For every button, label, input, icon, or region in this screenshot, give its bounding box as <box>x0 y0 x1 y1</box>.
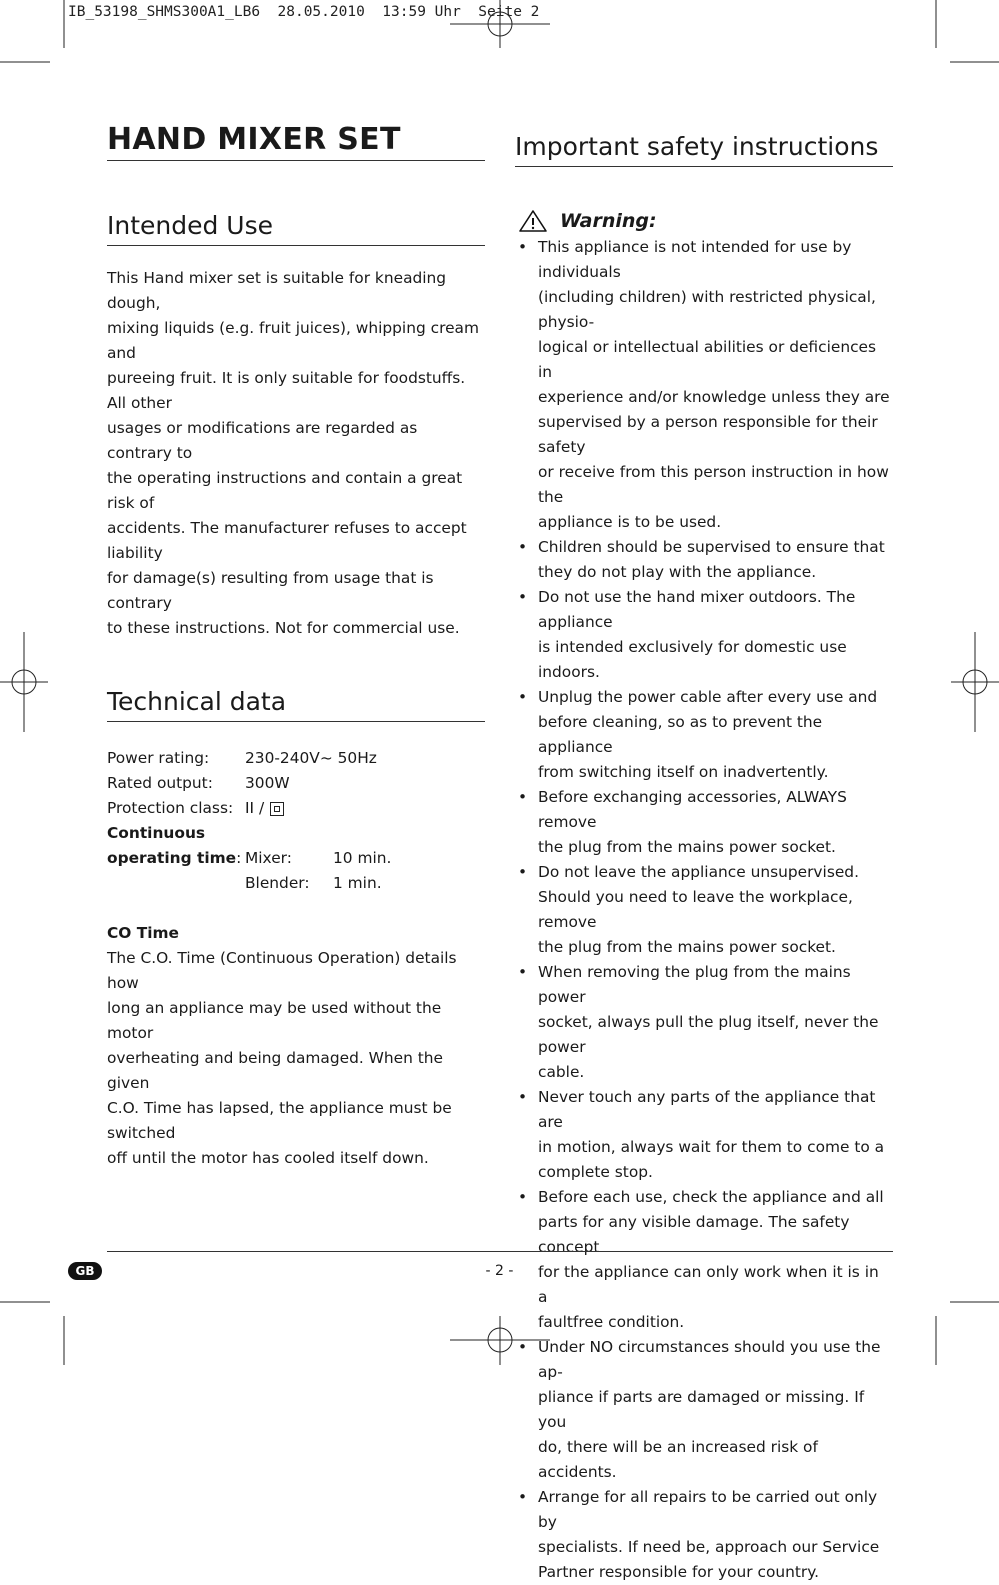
safety-item-line: before cleaning, so as to prevent the appliance <box>538 713 823 756</box>
print-header-line: IB_53198_SHMS300A1_LB6 28.05.2010 13:59 Uhr Seite 2 <box>68 4 540 20</box>
blender-label: Blender: <box>245 874 310 892</box>
bullet-dot: • <box>518 238 528 256</box>
operating-time-colon: : <box>236 849 242 867</box>
safety-list <box>515 235 893 1585</box>
safety-item <box>515 960 893 1085</box>
bullet-dot: • <box>518 1088 528 1106</box>
intended-use-line: for damage(s) resulting from usage that is contrary <box>107 569 434 612</box>
intended-use-line: accidents. The manufacturer refuses to accept liability <box>107 519 467 562</box>
safety-item <box>515 860 893 960</box>
safety-item <box>515 1185 893 1335</box>
bullet-dot: • <box>518 538 528 556</box>
page-number: - 2 - <box>485 1263 514 1279</box>
co-time-heading: CO Time <box>107 924 179 942</box>
co-time-line: overheating and being damaged. When the given <box>107 1049 443 1092</box>
safety-item <box>515 685 893 785</box>
registration-mark-right <box>951 632 999 732</box>
blender-value: 1 min. <box>333 874 382 892</box>
tech-row-blender <box>107 871 485 896</box>
safety-item-line: Should you need to leave the workplace, remove <box>538 888 853 931</box>
mixer-value: 10 min. <box>333 849 392 867</box>
tech-row-mixer <box>107 846 485 871</box>
bullet-dot: • <box>518 1188 528 1206</box>
safety-heading: Important safety instructions <box>515 132 893 167</box>
page-title: HAND MIXER SET <box>107 122 485 161</box>
safety-item-line: from switching itself on inadvertently. <box>538 763 829 781</box>
bullet-dot: • <box>518 588 528 606</box>
safety-item-line: complete stop. <box>538 1163 653 1181</box>
protection-value-wrap <box>245 796 284 821</box>
footer-rule <box>107 1251 893 1252</box>
intended-use-text <box>107 266 485 641</box>
safety-item-line: logical or intellectual abilities or deficiences in <box>538 338 877 381</box>
safety-item-line: they do not play with the appliance. <box>538 563 817 581</box>
safety-item-line: the plug from the mains power socket. <box>538 838 836 856</box>
protection-label: Protection class: <box>107 799 234 817</box>
safety-item-line: do, there will be an increased risk of accidents. <box>538 1438 818 1481</box>
safety-item-line: Partner responsible for your country. <box>538 1563 820 1581</box>
intended-use-line: This Hand mixer set is suitable for kneading dough, <box>107 269 447 312</box>
intended-use-line: to these instructions. Not for commercial use. <box>107 619 460 637</box>
warning-title <box>515 209 893 233</box>
warning-triangle-icon <box>518 209 548 233</box>
safety-item-line: This appliance is not intended for use by individuals <box>538 238 852 281</box>
safety-item-line: Do not use the hand mixer outdoors. The appliance <box>538 588 856 631</box>
bullet-dot: • <box>518 963 528 981</box>
mixer-label: Mixer: <box>245 849 292 867</box>
tech-row-continuous <box>107 821 485 846</box>
intended-use-line: usages or modifications are regarded as contrary to <box>107 419 418 462</box>
operating-time-label-wrap <box>107 846 245 871</box>
safety-item <box>515 785 893 860</box>
safety-item-line: specialists. If need be, approach our Service <box>538 1538 880 1556</box>
safety-item-line: is intended exclusively for domestic use indoors. <box>538 638 847 681</box>
technical-data-heading: Technical data <box>107 687 485 722</box>
left-column <box>107 122 485 1171</box>
safety-item-line: Unplug the power cable after every use and <box>538 688 878 706</box>
safety-item-line: or receive from this person instruction in how the <box>538 463 889 506</box>
power-label: Power rating: <box>107 749 210 767</box>
bullet-dot: • <box>518 788 528 806</box>
safety-item-line: socket, always pull the plug itself, never the power <box>538 1013 879 1056</box>
co-time-line: C.O. Time has lapsed, the appliance must be switched <box>107 1099 452 1142</box>
safety-item-line: cable. <box>538 1063 585 1081</box>
output-value: 300W <box>245 774 290 792</box>
safety-item-line: the plug from the mains power socket. <box>538 938 836 956</box>
safety-item-line: Before exchanging accessories, ALWAYS remove <box>538 788 847 831</box>
co-time-line: off until the motor has cooled itself down. <box>107 1149 429 1167</box>
continuous-label: Continuous <box>107 824 206 842</box>
tech-row-output <box>107 771 485 796</box>
co-time-line: The C.O. Time (Continuous Operation) details how <box>107 949 457 992</box>
bullet-dot: • <box>518 688 528 706</box>
intended-use-line: mixing liquids (e.g. fruit juices), whipping cream and <box>107 319 479 362</box>
output-label: Rated output: <box>107 774 213 792</box>
intended-use-heading: Intended Use <box>107 211 485 246</box>
bullet-dot: • <box>518 1338 528 1356</box>
protection-class-ii-icon <box>270 802 284 816</box>
safety-item <box>515 235 893 535</box>
safety-item <box>515 535 893 585</box>
safety-item-line: parts for any visible damage. The safety concept <box>538 1213 850 1256</box>
safety-item-line: supervised by a person responsible for their safety <box>538 413 878 456</box>
safety-item-line: faultfree condition. <box>538 1313 685 1331</box>
bullet-dot: • <box>518 863 528 881</box>
tech-spacer <box>107 871 245 896</box>
safety-item <box>515 1085 893 1185</box>
registration-mark-top <box>450 0 550 48</box>
operating-time-label: operating time <box>107 849 237 867</box>
safety-item-line: (including children) with restricted physical, physio- <box>538 288 876 331</box>
intended-use-line: the operating instructions and contain a great risk of <box>107 469 463 512</box>
tech-row-protection <box>107 796 485 821</box>
safety-item-line: When removing the plug from the mains power <box>538 963 851 1006</box>
registration-mark-left <box>0 632 48 732</box>
tech-row-power <box>107 746 485 771</box>
safety-item-line: Arrange for all repairs to be carried out only by <box>538 1488 878 1531</box>
safety-item-line: in motion, always wait for them to come to a <box>538 1138 885 1156</box>
intended-use-line: pureeing fruit. It is only suitable for foodstuffs. All other <box>107 369 466 412</box>
protection-value: II / <box>245 799 265 817</box>
safety-item-line: appliance is to be used. <box>538 513 722 531</box>
bullet-dot: • <box>518 1488 528 1506</box>
safety-item-line: Never touch any parts of the appliance that are <box>538 1088 876 1131</box>
technical-data-table <box>107 746 485 896</box>
power-value: 230-240V~ 50Hz <box>245 749 377 767</box>
safety-item-line: Before each use, check the appliance and all <box>538 1188 884 1206</box>
safety-item-line: Do not leave the appliance unsupervised. <box>538 863 859 881</box>
safety-item <box>515 585 893 685</box>
right-column <box>515 132 893 1585</box>
safety-item-line: for the appliance can only work when it is in a <box>538 1263 879 1306</box>
safety-item-line: Under NO circumstances should you use the ap- <box>538 1338 881 1381</box>
country-badge: GB <box>68 1262 102 1280</box>
co-time-text <box>107 946 485 1171</box>
safety-item <box>515 1335 893 1485</box>
safety-item <box>515 1485 893 1585</box>
safety-item-line: experience and/or knowledge unless they are <box>538 388 890 406</box>
safety-item-line: Children should be supervised to ensure that <box>538 538 885 556</box>
safety-item-line: pliance if parts are damaged or missing. If you <box>538 1388 865 1431</box>
co-time-line: long an appliance may be used without the motor <box>107 999 442 1042</box>
warning-label: Warning: <box>560 210 657 232</box>
